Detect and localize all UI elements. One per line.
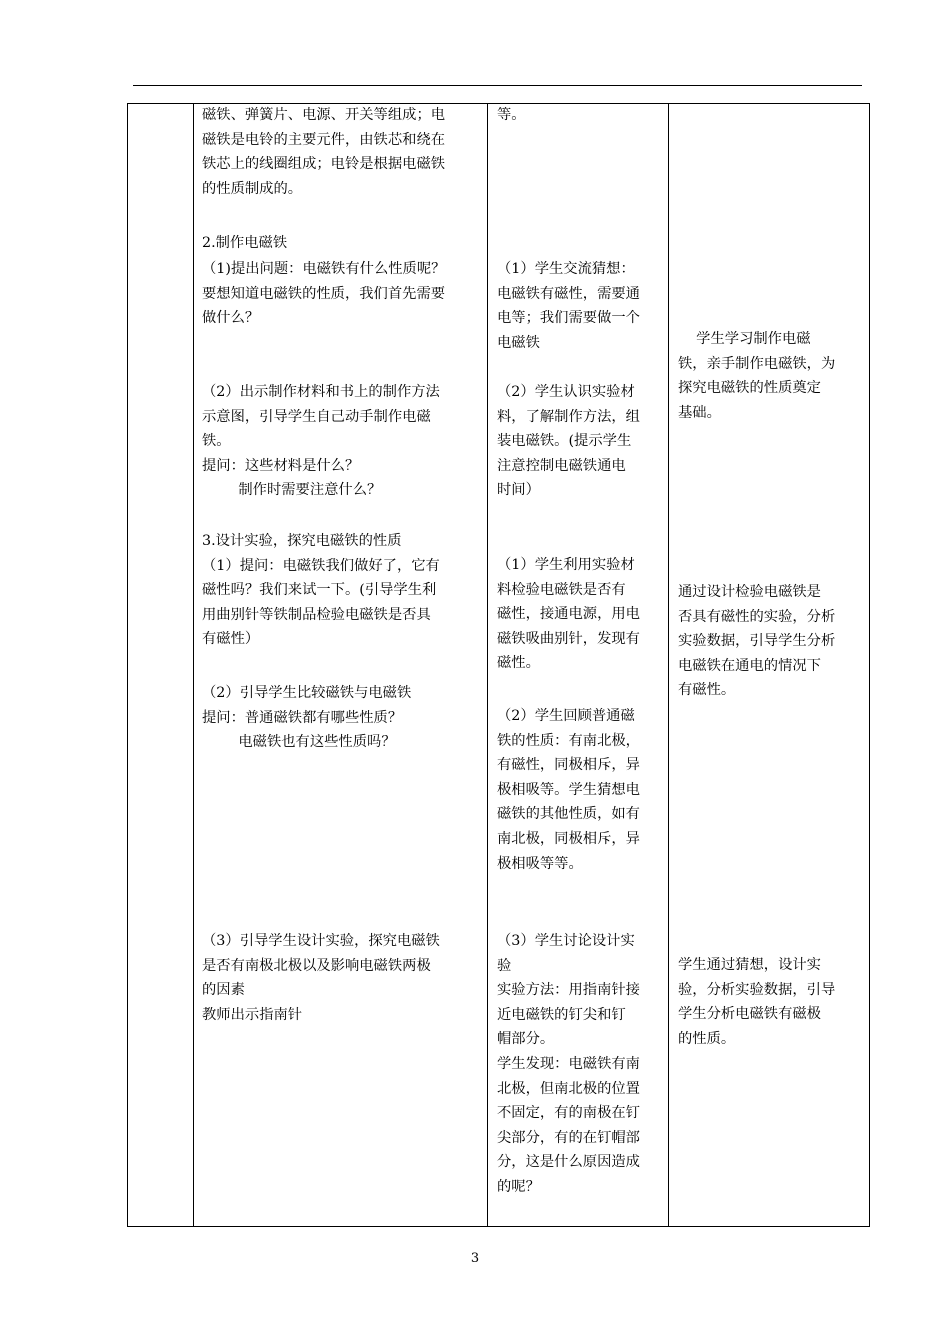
cell-text-line: 电磁铁 [497, 334, 540, 351]
cell-text-line: 磁铁、弹簧片、电源、开关等组成；电 [202, 107, 446, 123]
stage-column [128, 104, 194, 1226]
lesson-plan-table [127, 103, 870, 1227]
cell-text-line: 磁性。 [497, 655, 540, 672]
page-number: 3 [470, 1251, 480, 1266]
cell-text-line: 的性质。 [678, 1030, 736, 1047]
cell-text-line: 等。 [497, 107, 526, 123]
cell-text-line: 要想知道电磁铁的性质，我们首先需要 [202, 285, 446, 302]
cell-text-line: 提问：普通磁铁都有哪些性质？ [202, 709, 403, 726]
cell-text-line: 验 [497, 957, 512, 974]
cell-text-line: 铁芯上的线圈组成；电铃是根据电磁铁 [202, 156, 446, 173]
cell-text-line: 铁，亲手制作电磁铁，为 [678, 355, 836, 372]
cell-text-line: 的因素 [202, 982, 245, 999]
cell-text-line: 南北极，同极相斥，异 [497, 831, 640, 847]
cell-text-line: 有磁性，同极相斥，异 [497, 757, 640, 774]
cell-text-line: 装电磁铁。(提示学生 [497, 433, 632, 450]
cell-text-line: 学生学习制作电磁 [678, 331, 811, 347]
cell-text-line: 有磁性。 [678, 682, 736, 699]
cell-text-line: 不固定，有的南极在钉 [497, 1105, 640, 1122]
cell-text-line: 基础。 [678, 404, 721, 421]
cell-text-line: 注意控制电磁铁通电 [497, 457, 626, 474]
cell-text-line: 用曲别针等铁制品检验电磁铁是否具 [202, 606, 431, 623]
cell-text-line: 的性质制成的。 [202, 180, 303, 197]
cell-text-line: 有磁性） [202, 631, 260, 648]
cell-text-line: 电磁铁有磁性，需要通 [497, 285, 640, 302]
cell-text-line: （2）学生认识实验材 [497, 384, 635, 400]
cell-text-line: 分，这是什么原因造成 [497, 1154, 640, 1171]
cell-text-line: （3）引导学生设计实验，探究电磁铁 [202, 933, 440, 949]
cell-text-line: （2）学生回顾普通磁 [497, 708, 635, 724]
header-rule [133, 85, 862, 86]
cell-text-line: 电等；我们需要做一个 [497, 310, 640, 327]
cell-text-line: 磁铁是电铃的主要元件，由铁芯和绕在 [202, 131, 446, 148]
cell-text-line: 近电磁铁的钉尖和钉 [497, 1006, 626, 1023]
cell-text-line: （3）学生讨论设计实 [497, 933, 635, 949]
cell-text-line: 磁铁的其他性质，如有 [497, 806, 640, 823]
cell-text-line: （1）学生交流猜想： [497, 261, 635, 277]
student-activity-column [488, 104, 669, 1226]
cell-text-line: 探究电磁铁的性质奠定 [678, 380, 821, 397]
cell-text-line: 学生分析电磁铁有磁极 [678, 1006, 821, 1023]
cell-text-line: 铁的性质：有南北极， [497, 732, 640, 749]
cell-text-line: 极相吸等等。 [497, 855, 583, 872]
cell-text-line: 铁。 [202, 433, 231, 450]
cell-text-line: 提问：这些材料是什么？ [202, 457, 360, 474]
cell-text-line: 料，了解制作方法，组 [497, 408, 640, 425]
cell-text-line: 磁性吗？我们来试一下。(引导学生利 [202, 582, 437, 599]
cell-text-line: 磁铁吸曲别针，发现有 [497, 630, 640, 647]
cell-text-line: 的呢？ [497, 1179, 540, 1195]
cell-text-line: 实验方法：用指南针接 [497, 982, 640, 999]
cell-text-line: 学生发现：电磁铁有南 [497, 1056, 640, 1072]
cell-text-line: 2.制作电磁铁 [202, 235, 288, 251]
cell-text-line: 磁性，接通电源，用电 [497, 606, 640, 623]
cell-text-line: 时间） [497, 482, 540, 499]
cell-text-line: 实验数据，引导学生分析 [678, 633, 836, 650]
cell-text-line: （2）出示制作材料和书上的制作方法 [202, 384, 440, 400]
cell-text-line: 料检验电磁铁是否有 [497, 581, 626, 598]
cell-text-line: 极相吸等。学生猜想电 [497, 781, 640, 798]
cell-text-line: 尖部分，有的在钉帽部 [497, 1129, 640, 1146]
cell-text-line: （1）学生利用实验材 [497, 557, 635, 573]
design-intent-column [669, 104, 871, 1226]
cell-text-line: （1)提出问题：电磁铁有什么性质呢？ [202, 261, 446, 277]
teacher-activity-column [194, 104, 488, 1226]
cell-text-line: 电磁铁在通电的情况下 [678, 657, 821, 674]
cell-text-line: 做什么？ [202, 310, 260, 327]
cell-text-line: 通过设计检验电磁铁是 [678, 584, 821, 600]
cell-text-line: 制作时需要注意什么？ [202, 482, 382, 499]
cell-text-line: 3.设计实验，探究电磁铁的性质 [202, 533, 402, 549]
cell-text-line: 帽部分。 [497, 1031, 555, 1048]
cell-text-line: 验，分析实验数据，引导 [678, 981, 836, 998]
cell-text-line: 电磁铁也有这些性质吗？ [202, 734, 396, 751]
cell-text-line: （2）引导学生比较磁铁与电磁铁 [202, 685, 412, 701]
cell-text-line: 教师出示指南针 [202, 1006, 303, 1023]
cell-text-line: 学生通过猜想，设计实 [678, 957, 821, 973]
cell-text-line: 北极，但南北极的位置 [497, 1080, 640, 1097]
cell-text-line: 否具有磁性的实验，分析 [678, 608, 836, 625]
cell-text-line: 是否有南极北极以及影响电磁铁两极 [202, 957, 431, 974]
cell-text-line: （1）提问：电磁铁我们做好了，它有 [202, 557, 440, 574]
cell-text-line: 示意图，引导学生自己动手制作电磁 [202, 408, 431, 425]
